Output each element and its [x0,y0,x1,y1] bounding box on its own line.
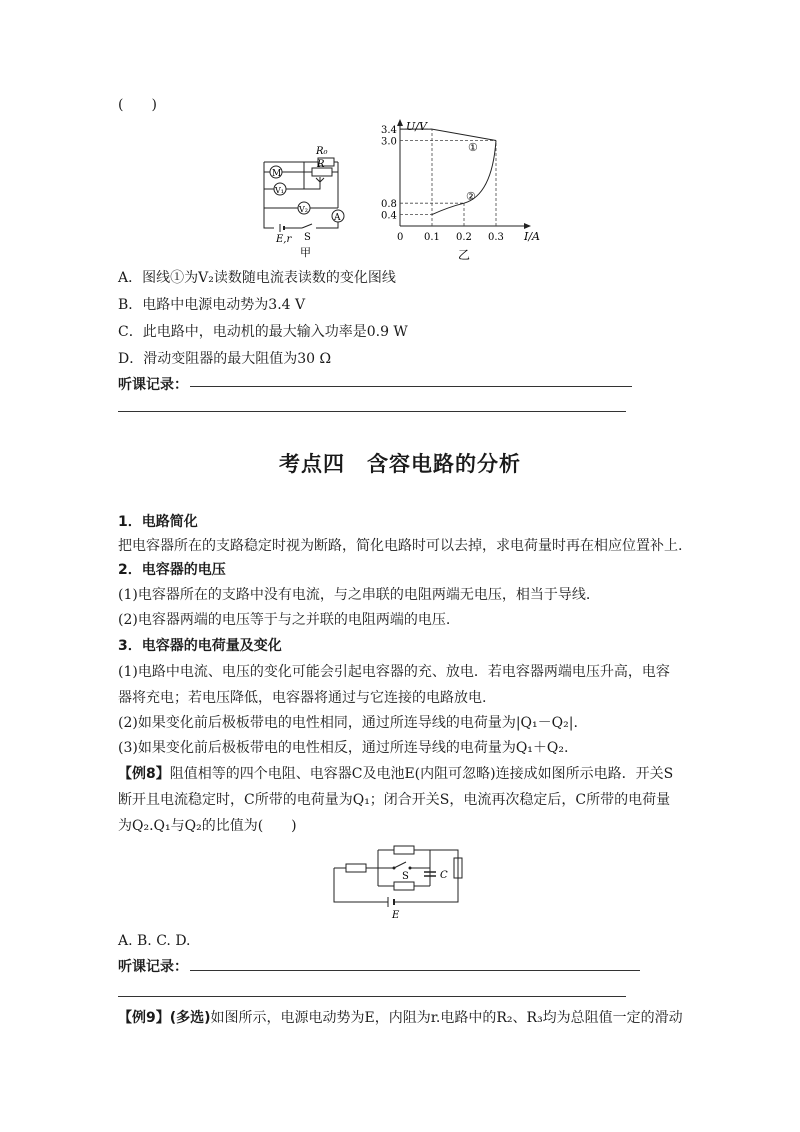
example-9-multi: (多选) [169,1010,211,1026]
example-8-tag: 【例8】 [118,766,170,782]
x-axis-label: I/A [524,230,540,243]
origin-label: 0 [397,232,404,243]
caption-jia: 甲 [300,246,311,259]
ui-graph-yi [380,116,550,264]
point-1-text: 把电容器所在的支路稳定时视为断路，简化电路时可以去掉，求电荷量时再在相应位置补上. [118,538,683,554]
point-2-text: (1)电容器所在的支路中没有电流，与之串联的电阻两端无电压，相当于导线. [118,587,591,603]
point-2-heading: 2．电容器的电压 [118,562,226,578]
section-title: 考点四 含容电路的分析 [279,452,521,476]
point-1-heading: 1．电路简化 [118,514,198,530]
example-8-text: 阻值相等的四个电阻、电容器C及电池E(内阻可忽略)连接成如图所示电路．开关S [169,766,674,782]
notes-label: 听课记录： [118,377,188,393]
point-3-text: 器将充电；若电压降低，电容器将通过与它连接的电路放电. [118,690,487,706]
example-9-line [118,1008,683,1028]
x-axis-arrow [524,223,531,229]
option-c: C．此电路中，电动机的最大输入功率是0.9 W [118,324,408,340]
point-3-text: (2)如果变化前后极板带电的电性相同，通过所连导线的电荷量为|Q₁－Q₂|. [118,715,578,731]
circuit-figure-example-8 [326,842,474,922]
notes-line [190,386,632,387]
example-9-text: 如图所示，电源电动势为E，内阻为r.电路中的R₂、R₃均为总阻值一定的滑动 [210,1010,683,1026]
y-axis-label: U/V [406,120,427,133]
point-2-text: (2)电容器两端的电压等于与之并联的电阻两端的电压. [118,612,451,628]
example-8-options: A. B. C. D. [118,933,191,949]
answer-bracket: ( ) [118,97,157,113]
label-e-ex8: E [392,910,400,921]
example-9-tag: 【例9】 [118,1010,170,1026]
curve-1-label: ① [468,141,478,154]
notes-line [190,970,640,971]
label-m: M [272,169,282,179]
label-a: A [334,213,341,223]
notes-line [118,996,626,997]
x-tick-label: 0.3 [488,232,504,243]
y-tick-label: 0.4 [381,210,397,222]
point-3-text: (3)如果变化前后极板带电的电性相反，通过所连导线的电荷量为Q₁＋Q₂. [118,740,569,756]
option-b: B．电路中电源电动势为3.4 V [118,297,306,313]
point-3-heading: 3．电容器的电荷量及变化 [118,638,282,654]
y-tick-label: 3.4 [381,125,397,137]
y-tick-label: 3.0 [381,136,397,148]
notes-label: 听课记录： [118,959,188,975]
y-axis-arrow [397,119,403,126]
point-3-text: (1)电路中电流、电压的变化可能会引起电容器的充、放电．若电容器两端电压升高，电容 [118,664,670,680]
curve-2-label: ② [466,190,476,203]
label-r0: R₀ [316,146,328,157]
option-d: D．滑动变阻器的最大阻值为30 Ω [118,351,332,367]
caption-yi: 乙 [458,248,471,262]
example-8-text: 为Q₂.Q₁与Q₂的比值为( ) [118,818,297,834]
label-v2: V₂ [299,205,308,214]
option-a: A．图线①为V₂读数随电流表读数的变化图线 [118,270,396,286]
x-tick-label: 0.1 [424,232,440,243]
label-v1: V₁ [275,186,284,195]
example-8-text: 断开且电流稳定时，C所带的电荷量为Q₁；闭合开关S，电流再次稳定后，C所带的电荷量 [118,792,671,808]
label-s: S [304,232,311,243]
label-er: E,r [276,234,292,245]
label-c-ex8: C [440,870,448,881]
notes-line [118,411,626,412]
label-s-ex8: S [402,871,409,882]
circuit-figure-jia [246,136,356,260]
label-r: R [317,159,325,170]
example-8-line [118,764,673,784]
y-tick-label: 0.8 [381,199,397,211]
x-tick-label: 0.2 [456,232,472,243]
